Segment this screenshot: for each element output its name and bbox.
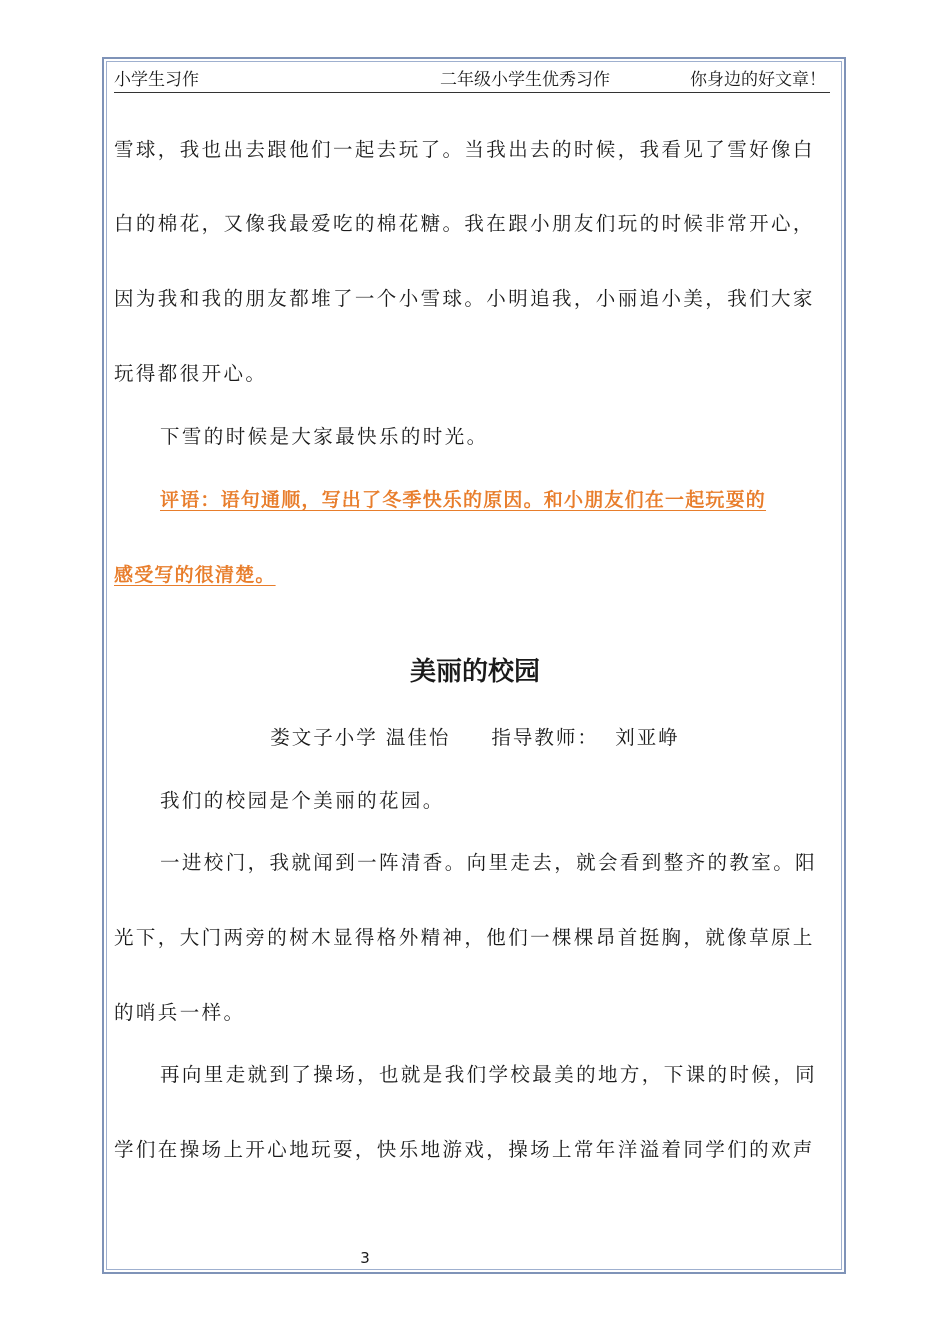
essay2-p2-line: 的哨兵一样。 (114, 1001, 246, 1024)
essay1-line: 因为我和我的朋友都堆了一个小雪球。小明追我，小丽追小美，我们大家 (114, 287, 815, 310)
header-left: 小学生习作 (114, 70, 199, 90)
teacher-comment-line: 感受写的很清楚。 (114, 564, 276, 586)
essay2-p3-line: 再向里走就到了操场，也就是我们学校最美的地方，下课的时候，同 (160, 1063, 818, 1086)
essay1-line: 玩得都很开心。 (114, 362, 268, 385)
essay2-p2-line: 光下，大门两旁的树木显得格外精神，他们一棵棵昂首挺胸，就像草原上 (114, 926, 815, 949)
header-middle: 二年级小学生优秀习作 (440, 70, 610, 90)
essay2-p2-line: 一进校门，我就闻到一阵清香。向里走去，就会看到整齐的教室。阳 (160, 851, 818, 874)
page-number: 3 (360, 1249, 370, 1267)
essay1-closing: 下雪的时候是大家最快乐的时光。 (160, 425, 489, 448)
essay1-line: 雪球，我也出去跟他们一起去玩了。当我出去的时候，我看见了雪好像白 (114, 138, 815, 161)
essay-byline: 娄文子小学 温佳怡 指导教师： 刘亚峥 (270, 726, 680, 749)
essay2-p3-line: 学们在操场上开心地玩耍，快乐地游戏，操场上常年洋溢着同学们的欢声 (114, 1138, 815, 1161)
teacher-comment-line: 评语：语句通顺，写出了冬季快乐的原因。和小朋友们在一起玩耍的 (160, 489, 767, 511)
essay1-line: 白的棉花，又像我最爱吃的棉花糖。我在跟小朋友们玩的时候非常开心， (114, 212, 815, 235)
page-header (114, 68, 830, 93)
header-right: 你身边的好文章！ (690, 70, 826, 90)
essay-title: 美丽的校园 (409, 657, 540, 687)
essay2-paragraph-1: 我们的校园是个美丽的花园。 (160, 789, 445, 812)
